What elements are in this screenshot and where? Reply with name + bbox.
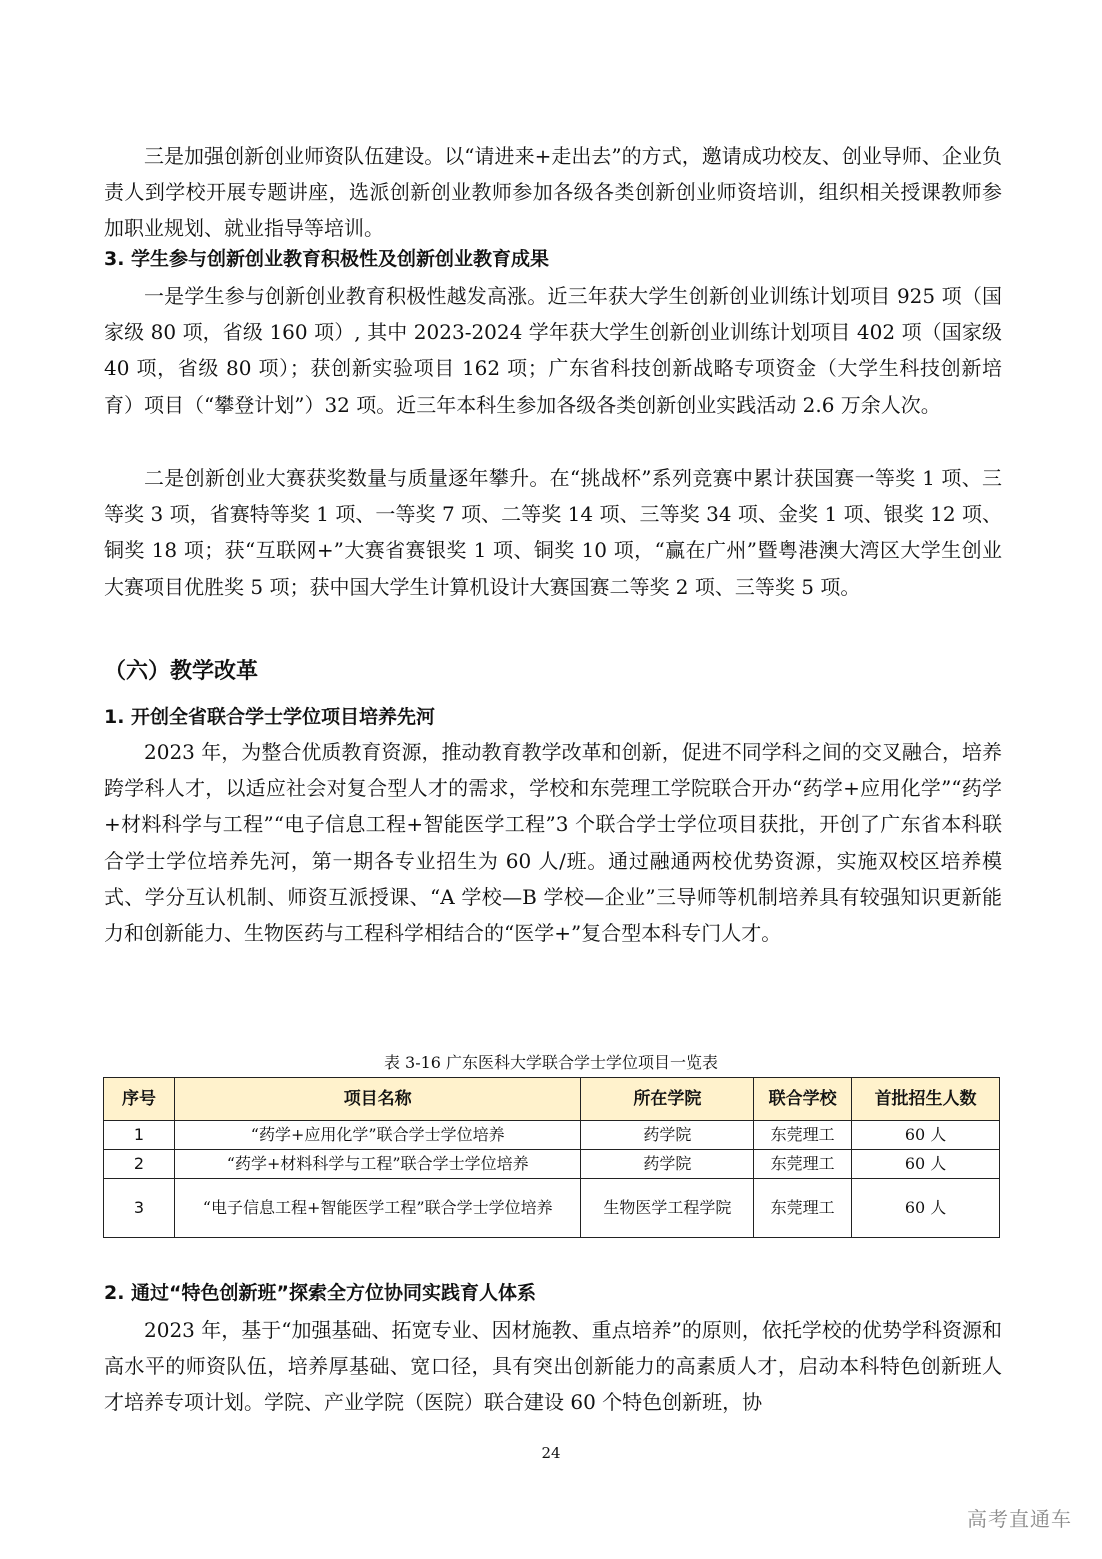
header-project-name: 项目名称 [174, 1078, 581, 1121]
cell-school: 药学院 [581, 1150, 754, 1179]
cell-enrollment: 60 人 [852, 1179, 1000, 1238]
paragraph-joint-degree: 2023 年，为整合优质教育资源，推动教育教学改革和创新，促进不同学科之间的交叉融合，培养跨学科人才，以适应社会对复合型人才的需求，学校和东莞理工学院联合开办“药学+应用化学”“药学+材料科学与工程”“电子信息工程+智能医学工程”3 个联合学士学位项目获批，开创了广东省本科联合学士学位培养先河，第一期各专业招生为 60 人/班。通过融通两校优势资源，实施双校区培养模式、学分互认机制、师资互派授课、“A 学校—B 学校—企业”三导师等机制培养具有较强知识更新能力和创新能力、生物医药与工程科学相结合的“医学+”复合型本科专门人才。 [104, 740, 1002, 946]
page-number: 24 [541, 1444, 561, 1462]
header-school: 所在学院 [581, 1078, 754, 1121]
table-row [104, 1179, 1000, 1238]
table-row [104, 1121, 1000, 1150]
cell-project-name: “药学+材料科学与工程”联合学士学位培养 [174, 1150, 581, 1179]
cell-project-name: “电子信息工程+智能医学工程”联合学士学位培养 [174, 1179, 581, 1238]
heading-section-3: 3. 学生参与创新创业教育积极性及创新创业教育成果 [104, 248, 550, 270]
paragraph-faculty: 三是加强创新创业师资队伍建设。以“请进来+走出去”的方式，邀请成功校友、创业导师、企业负责人到学校开展专题讲座，选派创新创业教师参加各级各类创新创业师资培训，组织相关授课教师参加职业规划、就业指导等培训。 [104, 144, 1002, 241]
cell-partner: 东莞理工 [754, 1121, 852, 1150]
header-partner: 联合学校 [754, 1078, 852, 1121]
paragraph-innovation-class: 2023 年，基于“加强基础、拓宽专业、因材施教、重点培养”的原则，依托学校的优势学科资源和高水平的师资队伍，培养厚基础、宽口径，具有突出创新能力的高素质人才，启动本科特色创新班人才培养专项计划。学院、产业学院（医院）联合建设 60 个特色创新班，协 [104, 1318, 1002, 1415]
cell-index: 1 [104, 1121, 175, 1150]
joint-degree-table [103, 1077, 1000, 1238]
header-index: 序号 [104, 1078, 175, 1121]
heading-innovation-class: 2. 通过“特色创新班”探索全方位协同实践育人体系 [104, 1282, 537, 1304]
header-enrollment: 首批招生人数 [852, 1078, 1000, 1121]
table-header-row [104, 1078, 1000, 1121]
cell-partner: 东莞理工 [754, 1150, 852, 1179]
paragraph-competition: 二是创新创业大赛获奖数量与质量逐年攀升。在“挑战杯”系列竞赛中累计获国赛一等奖 1 项、三等奖 3 项，省赛特等奖 1 项、一等奖 7 项、二等奖 14 项、三等奖 34 项、金奖 1 项、银奖 12 项、铜奖 18 项；获“互联网+”大赛省赛银奖 1 项、铜奖 10 项，“赢在广州”暨粤港澳大湾区大学生创业大赛项目优胜奖 5 项；获中国大学生计算机设计大赛国赛二等奖 2 项、三等奖 5 项。 [104, 466, 1002, 599]
cell-enrollment: 60 人 [852, 1150, 1000, 1179]
paragraph-participation: 一是学生参与创新创业教育积极性越发高涨。近三年获大学生创新创业训练计划项目 925 项（国家级 80 项，省级 160 项）, 其中 2023-2024 学年获大学生创新创业训练计划项目 402 项（国家级 40 项，省级 80 项）；获创新实验项目 162 项；广东省科技创新战略专项资金（大学生科技创新培育）项目（“攀登计划”）32 项。近三年本科生参加各级各类创新创业实践活动 2.6 万余人次。 [104, 284, 1002, 417]
watermark: 高考直通车 [967, 1507, 1072, 1531]
cell-enrollment: 60 人 [852, 1121, 1000, 1150]
table-caption: 表 3-16 广东医科大学联合学士学位项目一览表 [383, 1053, 719, 1072]
heading-joint-degree: 1. 开创全省联合学士学位项目培养先河 [104, 706, 436, 728]
cell-school: 药学院 [581, 1121, 754, 1150]
cell-index: 2 [104, 1150, 175, 1179]
table-row [104, 1150, 1000, 1179]
cell-index: 3 [104, 1179, 175, 1238]
cell-project-name: “药学+应用化学”联合学士学位培养 [174, 1121, 581, 1150]
heading-teaching-reform: （六）教学改革 [104, 659, 259, 684]
cell-partner: 东莞理工 [754, 1179, 852, 1238]
cell-school: 生物医学工程学院 [581, 1179, 754, 1238]
